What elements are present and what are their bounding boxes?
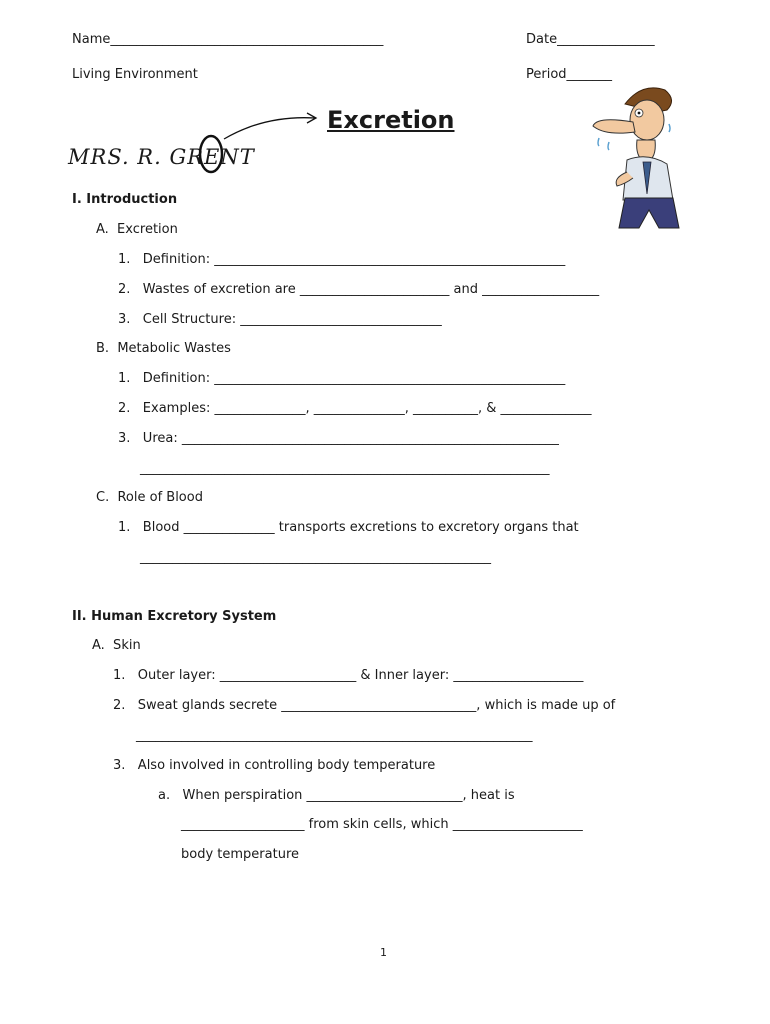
fill-line-definition[interactable]: 1. Definition: ______________________________________________________ — [118, 252, 566, 267]
item-body-temperature-end: body temperature — [181, 847, 299, 862]
arrow-annotation — [190, 105, 520, 175]
item-body-temperature: 3. Also involved in controlling body temperature — [113, 758, 436, 773]
fill-line-urea[interactable]: 3. Urea: __________________________________________________________ — [118, 431, 559, 446]
fill-line-wastes[interactable]: 2. Wastes of excretion are _______________________ and __________________ — [118, 282, 600, 297]
fill-line-sweat-glands[interactable]: 2. Sweat glands secrete ______________________________, which is made up of — [113, 698, 616, 713]
teacher-name: MRS. R. GRENT — [68, 145, 255, 169]
name-field[interactable]: Name__________________________________________ — [72, 32, 384, 47]
subsection-1a-label: A. Excretion — [96, 222, 178, 237]
subsection-2a-label: A. Skin — [92, 638, 141, 653]
fill-line-sweat-continued[interactable]: _____________________________________________________________ — [136, 728, 533, 743]
fill-line-perspiration[interactable]: a. When perspiration ________________________, heat is — [158, 788, 515, 803]
course-label: Living Environment — [72, 67, 198, 82]
period-field[interactable]: Period_______ — [526, 67, 613, 82]
fill-line-blood[interactable]: 1. Blood ______________ transports excretions to excretory organs that — [118, 520, 579, 535]
date-field[interactable]: Date_______________ — [526, 32, 655, 47]
subsection-1c-label: C. Role of Blood — [96, 490, 203, 505]
section-2-heading: II. Human Excretory System — [72, 609, 277, 624]
fill-line-cell-structure[interactable]: 3. Cell Structure: _______________________________ — [118, 312, 442, 327]
fill-line-examples[interactable]: 2. Examples: ______________, ______________, __________, & ______________ — [118, 401, 592, 416]
page-number: 1 — [380, 946, 387, 959]
sweating-man-illustration — [587, 82, 687, 232]
fill-line-metabolic-definition[interactable]: 1. Definition: ______________________________________________________ — [118, 371, 566, 386]
subsection-1b-label: B. Metabolic Wastes — [96, 341, 231, 356]
fill-line-blood-continued[interactable]: ______________________________________________________ — [140, 550, 491, 565]
fill-line-skin-layers[interactable]: 1. Outer layer: _____________________ & Inner layer: ____________________ — [113, 668, 584, 683]
fill-line-urea-continued[interactable]: _______________________________________________________________ — [140, 461, 550, 476]
page-title: Excretion — [327, 106, 455, 134]
section-1-heading: I. Introduction — [72, 192, 178, 207]
fill-line-heat[interactable]: ___________________ from skin cells, which ____________________ — [181, 817, 583, 832]
